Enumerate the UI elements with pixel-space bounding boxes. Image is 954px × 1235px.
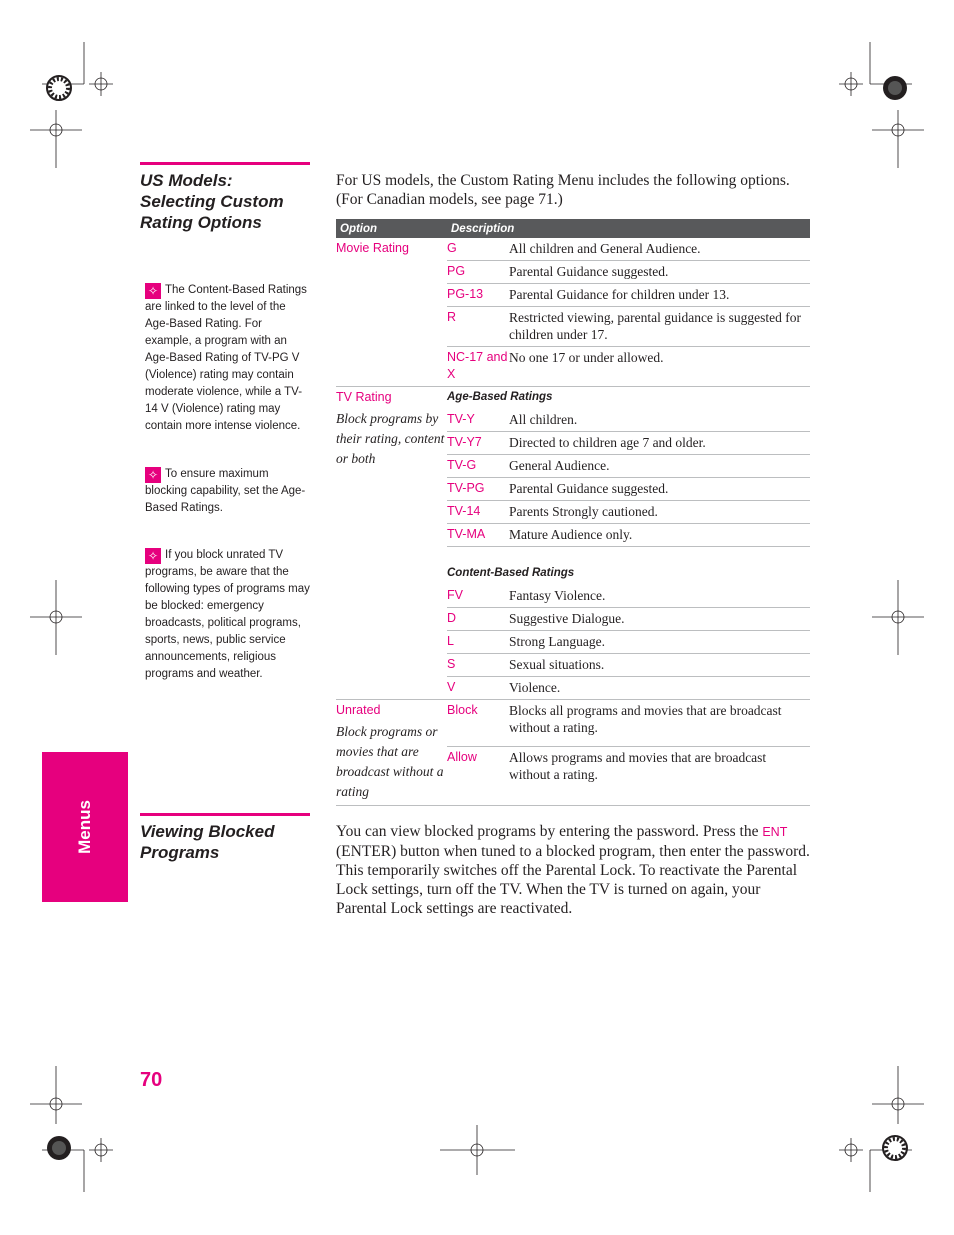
rating-code: TV-Y: [447, 409, 509, 432]
rating-description: Parents Strongly cautioned.: [509, 501, 810, 524]
rating-description: Parental Guidance suggested.: [509, 478, 810, 501]
section-rule: [140, 162, 310, 165]
rating-code: Block: [447, 700, 509, 747]
rating-code: TV-MA: [447, 524, 509, 547]
rating-code: PG: [447, 261, 509, 284]
content-based-heading: Content-Based Ratings: [447, 567, 575, 579]
tip-bulb-icon: ✧: [145, 467, 161, 483]
rating-code: V: [447, 677, 509, 700]
rating-code: PG-13: [447, 284, 509, 307]
ent-button-label: ENT: [762, 825, 788, 839]
table-row: [336, 387, 810, 410]
intro-paragraph: For US models, the Custom Rating Menu includes the following options. (For Canadian models, see page 71.): [336, 172, 790, 208]
menus-side-tab: [42, 752, 128, 902]
rating-description: Directed to children age 7 and older.: [509, 432, 810, 455]
viewing-blocked-paragraph: You can view blocked programs by entering the password. Press the ENT (ENTER) button when tuned to a blocked program, then enter the password. This temporarily switches off the Parental Lock. To reactivate the Parental Lock settings, turn off the TV. When the TV is turned on again, your Parental Lock settings are reactivated.: [336, 823, 810, 917]
rating-description: Restricted viewing, parental guidance is suggested for children under 17.: [509, 307, 810, 347]
ratings-table: [336, 219, 810, 806]
rating-description: Sexual situations.: [509, 654, 810, 677]
rating-description: Blocks all programs and movies that are broadcast without a rating.: [509, 700, 810, 747]
rating-code: Allow: [447, 747, 509, 806]
section-title-us-models: US Models: Selecting Custom Rating Options: [140, 171, 284, 232]
rating-description: Fantasy Violence.: [509, 585, 810, 608]
option-tv-rating: TV Rating: [336, 390, 392, 404]
page-number: 70: [140, 1069, 163, 1091]
side-tab-label: Menus: [75, 800, 94, 854]
rating-code: TV-14: [447, 501, 509, 524]
rating-description: Parental Guidance suggested.: [509, 261, 810, 284]
rating-code: TV-PG: [447, 478, 509, 501]
option-header: Option: [336, 219, 447, 238]
rating-description: All children.: [509, 409, 810, 432]
rating-description: Allows programs and movies that are broadcast without a rating.: [509, 747, 810, 806]
rating-code: D: [447, 608, 509, 631]
age-based-heading: Age-Based Ratings: [447, 391, 553, 403]
description-header: Description: [447, 219, 810, 238]
rating-description: Parental Guidance for children under 13.: [509, 284, 810, 307]
option-movie-rating: Movie Rating: [336, 241, 409, 255]
rating-code: G: [447, 238, 509, 261]
tip-bulb-icon: ✧: [145, 283, 161, 299]
table-row: [336, 238, 810, 261]
tip-bulb-icon: ✧: [145, 548, 161, 564]
option-unrated-note: Block programs or movies that are broadcast without a rating: [336, 724, 444, 799]
rating-code: R: [447, 307, 509, 347]
rating-code: NC-17 and X: [447, 347, 509, 387]
rating-code: S: [447, 654, 509, 677]
section-title-viewing-blocked: Viewing Blocked Programs: [140, 822, 275, 862]
rating-description: No one 17 or under allowed.: [509, 347, 810, 387]
rating-description: Strong Language.: [509, 631, 810, 654]
tip-note: ✧ If you block unrated TV programs, be aware that the following types of programs may be blocked: emergency broadcasts, political programs, sports, news, public service announcements, religious programs and weather.: [145, 549, 310, 680]
rating-code: FV: [447, 585, 509, 608]
rating-description: Violence.: [509, 677, 810, 700]
section-rule: [140, 813, 310, 816]
rating-description: All children and General Audience.: [509, 238, 810, 261]
rating-code: L: [447, 631, 509, 654]
rating-code: TV-G: [447, 455, 509, 478]
option-tv-rating-note: Block programs by their rating, content or both: [336, 411, 445, 466]
tip-note: ✧ To ensure maximum blocking capability, set the Age-Based Ratings.: [145, 468, 306, 514]
tip-note: ✧ The Content-Based Ratings are linked to the level of the Age-Based Rating. For example, a program with an Age-Based Rating of TV-PG V (Violence) rating may contain moderate violence, while a TV-14 V (Violence) rating may contain more intense violence.: [145, 284, 307, 432]
table-row: [336, 700, 810, 747]
rating-description: General Audience.: [509, 455, 810, 478]
rating-description: Suggestive Dialogue.: [509, 608, 810, 631]
rating-code: TV-Y7: [447, 432, 509, 455]
rating-description: Mature Audience only.: [509, 524, 810, 547]
table-header-row: [336, 219, 810, 238]
option-unrated: Unrated: [336, 703, 381, 717]
